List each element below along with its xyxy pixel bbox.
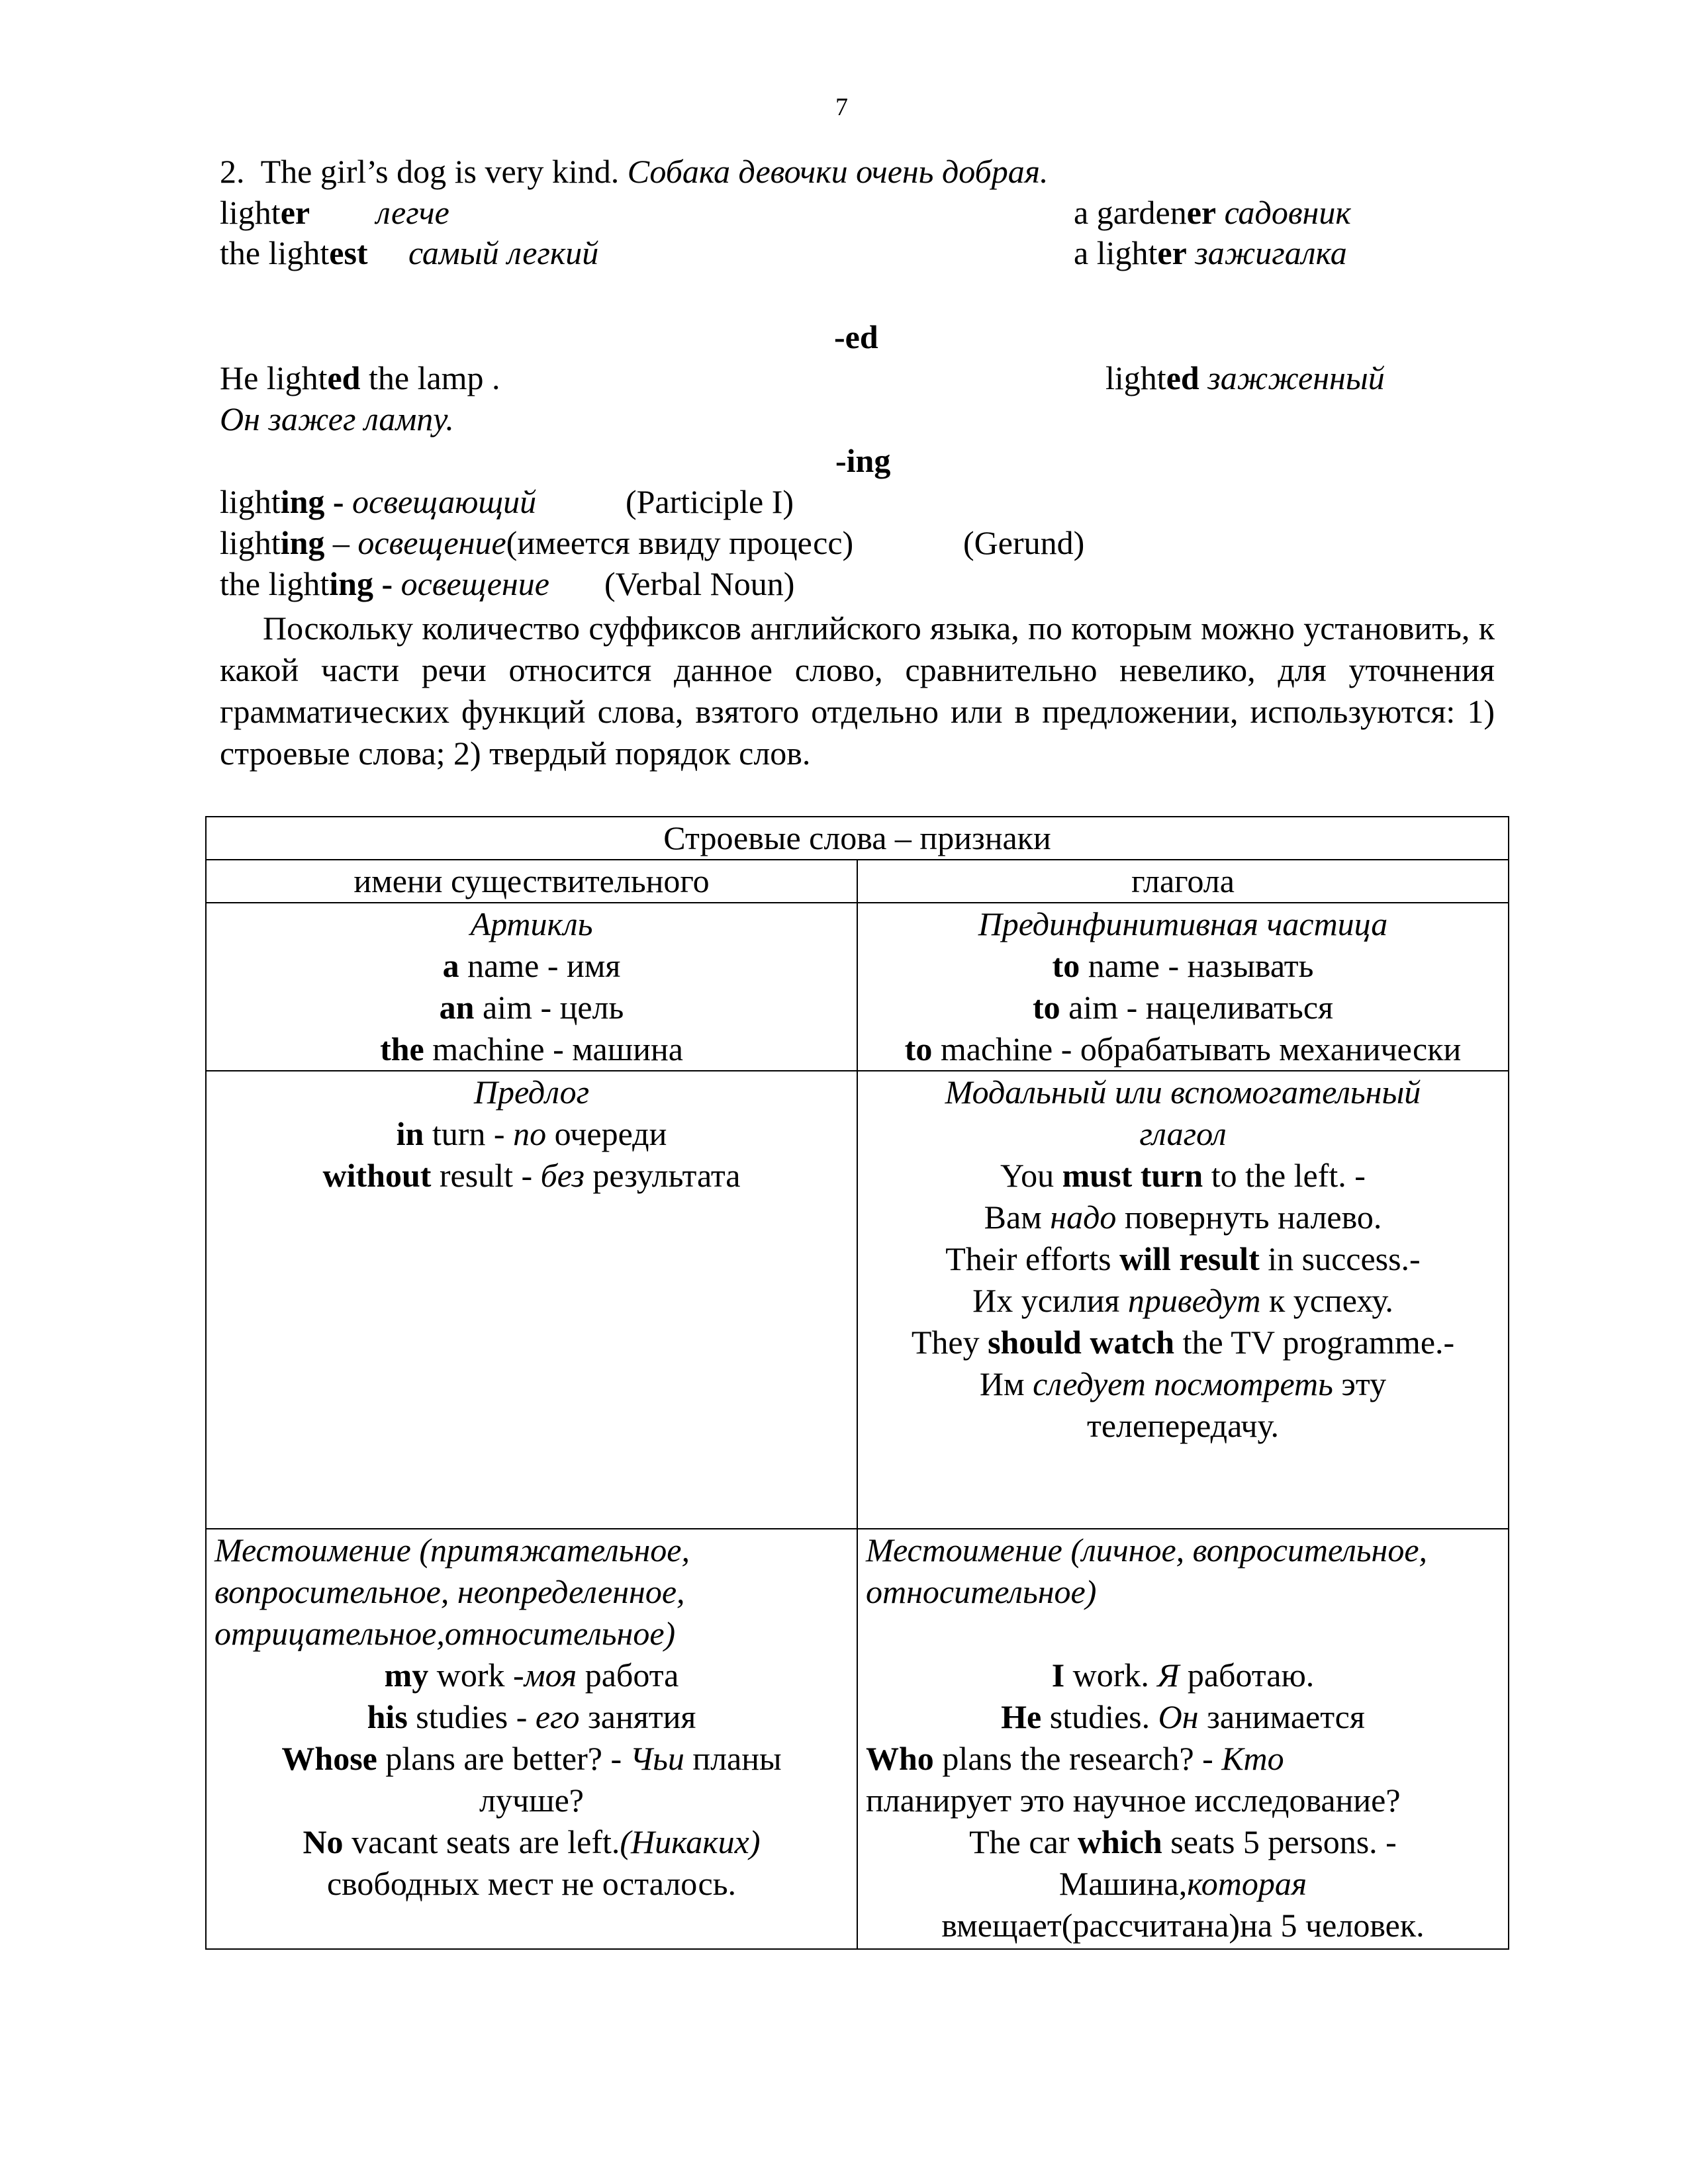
cell-pronoun-verb: Местоимение (личное, вопросительное, относительное) I work. Я работаю. He studies. Он занимается Who plans the research? - Кто планирует это научное исследование? The car which seats 5 persons. - Машина,которая вмещает(рассчитана)на 5 человек. [857, 1529, 1509, 1949]
cell-infinitive-particle: Прединфинитивная частица to name - называть to aim - нацеливаться to machine - обрабатывать механически [857, 903, 1509, 1071]
ing-row-3-note: (Verbal Noun) [604, 565, 795, 602]
cell-modal-verb: Модальный или вспомогательный глагол You must turn to the left. - Вам надо повернуть налево. Their efforts will result in success.- Их усилия приведут к успеху. They should watch the TV programme.- Им следует посмотреть эту телепередачу. [857, 1071, 1509, 1529]
ing-row-2: lighting – освещение(имеется ввиду процесс) [220, 524, 854, 561]
col-header-noun: имени существительного [206, 860, 857, 903]
ing-row-1-note: (Participle I) [626, 483, 794, 520]
er-right-1: a gardener садовник [1074, 194, 1351, 231]
ed-sentence-translation: Он зажег лампу. [220, 400, 454, 437]
er-right-2: a lighter зажигалка [1074, 234, 1347, 271]
col-header-verb: глагола [857, 860, 1509, 903]
ing-row-1: lighting - освещающий [220, 483, 537, 520]
example-sentence [220, 151, 1048, 192]
table-title: Строевые слова – признаки [206, 817, 1509, 860]
function-words-table [205, 816, 1509, 1950]
ed-sentence: He lighted the lamp . [220, 359, 500, 396]
ing-row-2-note: (Gerund) [963, 524, 1085, 561]
ing-heading: -ing [835, 442, 891, 479]
cell-article: Артикль a name - имя an aim - цель the machine - машина [206, 903, 857, 1071]
example-ru: Собака девочки очень добрая. [627, 153, 1049, 190]
body-paragraph: Поскольку количество суффиксов английского языка, по которым можно установить, к какой части речи относится данное слово, сравнительно невелико, для уточнения грамматических функций слова, взятого отдельно или в предложении, используются: 1) строевые слова; 2) твердый порядок слов. [220, 610, 1495, 772]
ed-heading: -ed [834, 318, 878, 355]
cell-pronoun-noun: Местоимение (притяжательное, вопросительное, неопределенное, отрицательное,относительное) my work -моя работа his studies - его занятия Whose plans are better? - Чьи планы лучше? No vacant seats are left.(Никаких) свободных мест не осталось. [206, 1529, 857, 1949]
ing-row-3: the lighting - освещение [220, 565, 549, 602]
page-number: 7 [835, 93, 848, 121]
er-left-2-translation: самый легкий [408, 234, 599, 271]
cell-preposition: Предлог in turn - по очереди without result - без результата [206, 1071, 857, 1529]
example-number: 2. [220, 153, 245, 190]
example-en: The girl’s dog is very kind. [260, 153, 620, 190]
ed-participle: lighted зажженный [1105, 359, 1385, 396]
er-left-1-translation: легче [376, 194, 449, 231]
er-left-2: the lightest [220, 234, 368, 271]
er-left-1: lighter [220, 194, 310, 231]
